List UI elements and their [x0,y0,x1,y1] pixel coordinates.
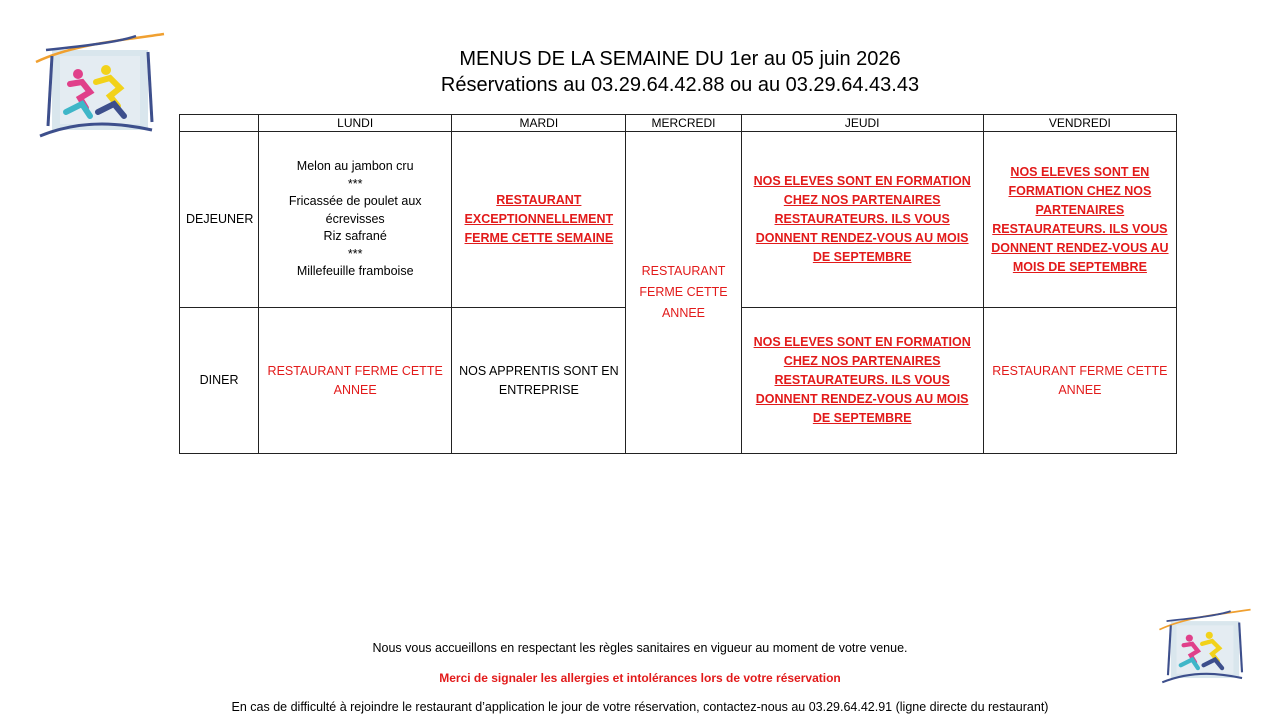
cell-vendredi-diner [983,308,1176,454]
cell-lundi-diner [259,308,452,454]
row-label-diner: DINER [180,308,259,454]
header-mardi: MARDI [452,115,626,132]
closed-notice: RESTAURANT EXCEPTIONNELLEMENT FERME CETTE SEMAINE [464,193,614,245]
title-line-2: Réservations au 03.29.64.42.88 ou au 03.29.64.43.43 [440,74,920,96]
menu-item: Melon au jambon cru [296,159,414,174]
header-vendredi: VENDREDI [983,115,1176,132]
table-row-dejeuner [180,132,1177,308]
closed-notice: RESTAURANT FERME CETTE ANNEE [992,363,1168,397]
school-logo-icon [1158,606,1252,686]
menu-item: Riz safrané [323,229,387,244]
cell-jeudi-diner [741,308,983,454]
menu-separator: *** [347,176,363,191]
closed-notice: RESTAURANT FERME CETTE ANNEE [267,363,443,397]
header-mercredi: MERCREDI [626,115,741,132]
title-line-1: MENUS DE LA SEMAINE DU 1er au 05 juin 2026 [459,48,901,70]
menu-item: Millefeuille framboise [296,264,414,279]
menu-item: Fricassée de poulet aux [288,194,422,209]
header-jeudi: JEUDI [741,115,983,132]
apprentice-notice: NOS APPRENTIS SONT EN ENTREPRISE [459,363,619,397]
header-lundi: LUNDI [259,115,452,132]
cell-mardi-diner [452,308,626,454]
footer-sanitary-notice: Nous vous accueillons en respectant les règles sanitaires en vigueur au moment de votre venue. [372,641,908,655]
training-notice: NOS ELEVES SONT EN FORMATION CHEZ NOS PARTENAIRES RESTAURATEURS. ILS VOUS DONNENT RENDEZ-VOUS AU MOIS DE SEPTEMBRE [753,174,971,264]
header-empty [180,115,259,132]
closed-notice: RESTAURANT FERME CETTE ANNEE [639,264,728,320]
weekly-menu-table [179,114,1177,454]
cell-mardi-dejeuner [452,132,626,308]
training-notice: NOS ELEVES SONT EN FORMATION CHEZ NOS PARTENAIRES RESTAURATEURS. ILS VOUS DONNENT RENDEZ-VOUS AU MOIS DE SEPTEMBRE [753,335,971,425]
school-logo-icon [34,32,166,138]
training-notice: NOS ELEVES SONT EN FORMATION CHEZ NOS PARTENAIRES RESTAURATEURS. ILS VOUS DONNENT RENDEZ-VOUS AU MOIS DE SEPTEMBRE [991,164,1169,274]
menu-item: écrevisses [325,211,385,226]
cell-mercredi-merged [626,132,741,454]
page-title [380,46,980,98]
table-header-row [180,115,1177,132]
cell-jeudi-dejeuner [741,132,983,308]
row-label-dejeuner: DEJEUNER [180,132,259,308]
menu-separator: *** [347,246,363,261]
footer-contact-notice: En cas de difficulté à rejoindre le restaurant d’application le jour de votre réservation, contactez-nous au 03.29.64.42.91 (ligne directe du restaurant) [231,700,1049,714]
footer-allergy-notice: Merci de signaler les allergies et intolérances lors de votre réservation [439,671,841,685]
cell-vendredi-dejeuner [983,132,1176,308]
cell-lundi-dejeuner [259,132,452,308]
